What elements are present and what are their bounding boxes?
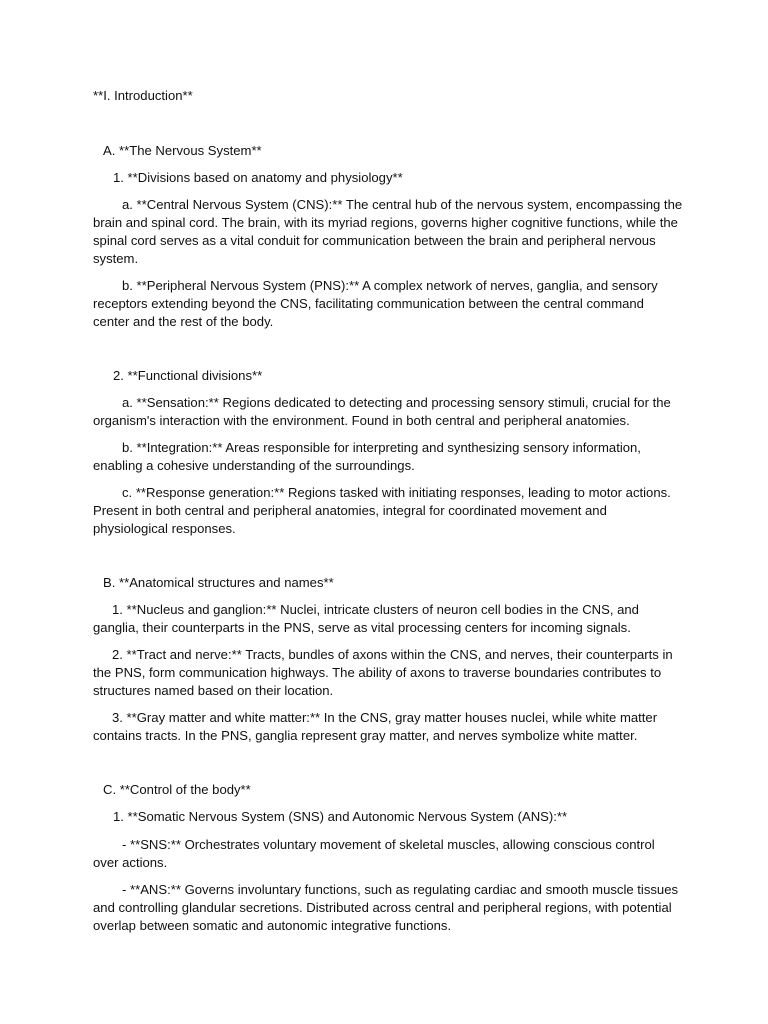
section-a-sub2-item-a: a. **Sensation:** Regions dedicated to detecting and processing sensory stimuli, crucial for the organism's interaction with the environment. Found in both central and peripheral anatomies. bbox=[93, 395, 671, 428]
section-a-sub2-item-c: c. **Response generation:** Regions tasked with initiating responses, leading to motor actions. Present in both central and peripheral anatomies, integral for coordinated movement and physiological responses. bbox=[93, 485, 671, 536]
section-a-sub2-heading: 2. **Functional divisions** bbox=[113, 368, 263, 383]
section-c-sub1-heading: 1. **Somatic Nervous System (SNS) and Autonomic Nervous System (ANS):** bbox=[113, 809, 568, 824]
section-b-item-2: 2. **Tract and nerve:** Tracts, bundles of axons within the CNS, and nerves, their counterparts in the PNS, form communication highways. The ability of axons to traverse boundaries contributes to structures named based on their location. bbox=[93, 647, 673, 698]
intro-heading: **I. Introduction** bbox=[93, 88, 193, 103]
section-a-sub1-item-b: b. **Peripheral Nervous System (PNS):** A complex network of nerves, ganglia, and sensory receptors extending beyond the CNS, facilitating communication between the central command center and the rest of the body. bbox=[93, 278, 658, 329]
section-c-sns-item: - **SNS:** Orchestrates voluntary movement of skeletal muscles, allowing conscious control over actions. bbox=[93, 837, 655, 870]
section-c-ans-item: - **ANS:** Governs involuntary functions, such as regulating cardiac and smooth muscle tissues and controlling glandular secretions. Distributed across central and peripheral regions, with potential overlap between somatic and autonomic integrative functions. bbox=[93, 882, 679, 933]
section-a-sub2-item-b: b. **Integration:** Areas responsible for interpreting and synthesizing sensory information, enabling a cohesive understanding of the surroundings. bbox=[93, 440, 641, 473]
section-b-item-3: 3. **Gray matter and white matter:** In the CNS, gray matter houses nuclei, while white matter contains tracts. In the PNS, ganglia represent gray matter, and nerves symbolize white matter. bbox=[93, 710, 658, 743]
section-b-item-1: 1. **Nucleus and ganglion:** Nuclei, intricate clusters of neuron cell bodies in the CNS, and ganglia, their counterparts in the PNS, serve as vital processing centers for incoming signals. bbox=[93, 602, 639, 635]
section-a-sub1-item-a: a. **Central Nervous System (CNS):** The central hub of the nervous system, encompassing the brain and spinal cord. The brain, with its myriad regions, governs higher cognitive functions, while the spinal cord serves as a vital conduit for communication between the brain and peripheral nervous system. bbox=[93, 197, 683, 266]
section-a-heading: A. **The Nervous System** bbox=[103, 143, 262, 158]
section-c-heading: C. **Control of the body** bbox=[103, 782, 251, 797]
section-a-sub1-heading: 1. **Divisions based on anatomy and physiology** bbox=[113, 170, 403, 185]
section-b-heading: B. **Anatomical structures and names** bbox=[103, 575, 334, 590]
